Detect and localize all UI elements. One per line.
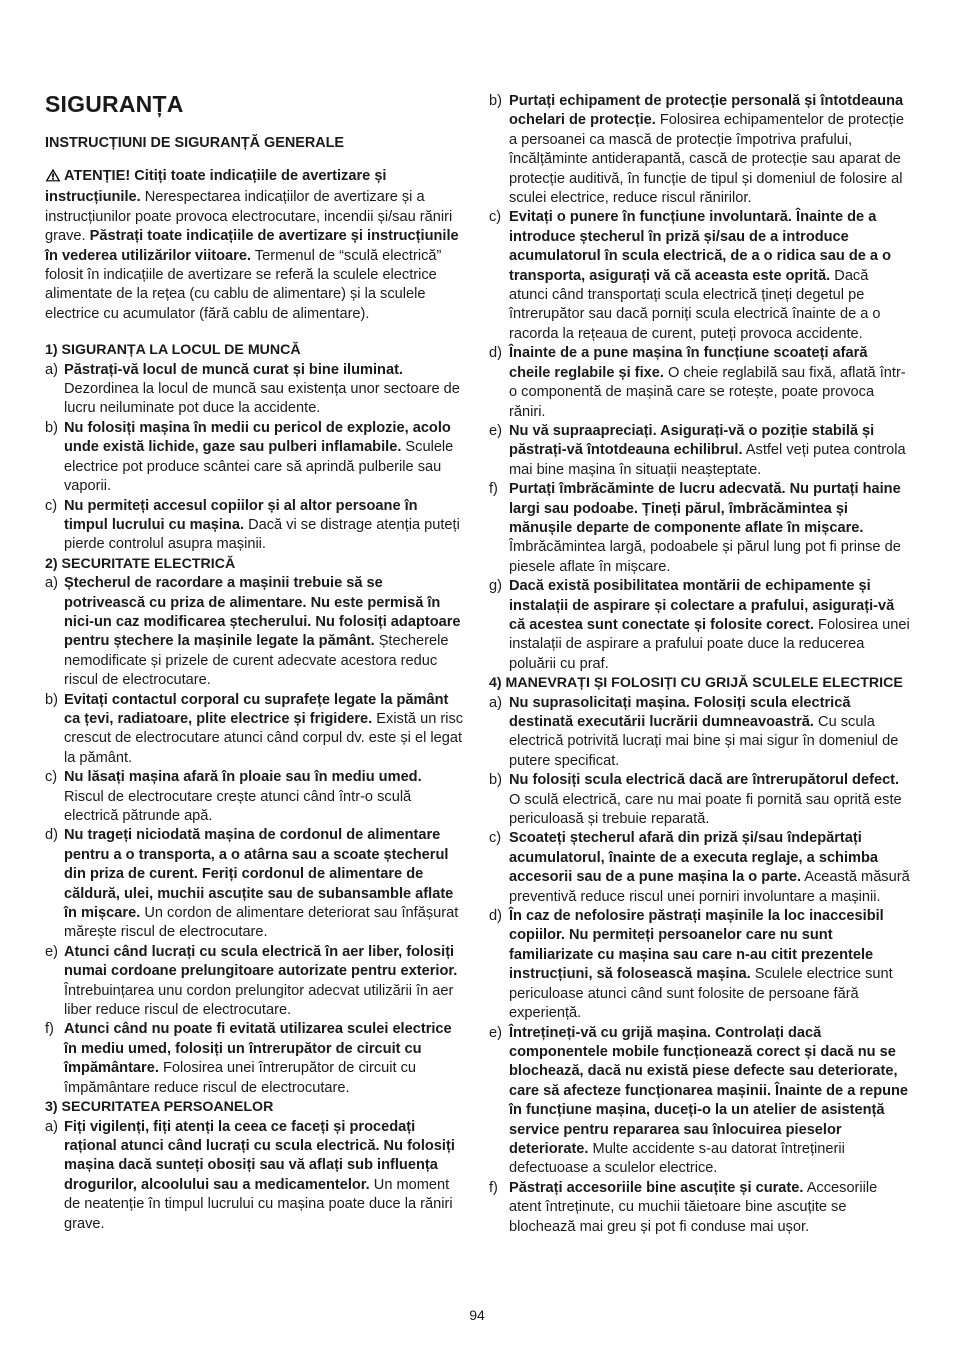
list-item — [45, 574, 465, 690]
list-item — [489, 829, 911, 907]
item-text — [64, 361, 465, 419]
section-heading: 3) SECURITATEA PERSOANELOR — [45, 1099, 274, 1116]
item-bold-text: Atunci când nu poate fi evitată utilizarea sculei electrice în mediu umed, folosiți un întrerupător de circuit cu împământare. — [64, 1021, 452, 1077]
item-label: a) — [45, 575, 58, 592]
list-item — [489, 907, 911, 1023]
page-title: SIGURANȚA — [45, 91, 184, 117]
item-plain-text: Îmbrăcămintea largă, podoabele și părul lung pot fi prinse de piesele aflate în mișcare. — [509, 539, 901, 575]
item-plain-text: Sculele electrice sunt periculoase atunci când sunt folosite de persoane fără experiență. — [509, 966, 893, 1022]
item-bold-text: Purtați echipament de protecție personală și întotdeauna ochelari de protecție. — [509, 93, 904, 129]
item-plain-text: Folosirea unei instalații de aspirare a prafului poate duce la reducerea poluării cu praf. — [509, 616, 910, 672]
item-label: b) — [489, 93, 502, 109]
item-text — [509, 1024, 911, 1179]
item-bold-text: Atunci când lucrați cu scula electrică în aer liber, folosiți numai cordoane prelungitoare autorizate pentru exterior. — [64, 943, 458, 980]
item-plain-text: Multe accidente s-au datorat întreținerii defectuoase a sculelor electrice. — [509, 1140, 845, 1177]
right-column — [489, 92, 911, 1237]
section-subtitle: INSTRUCȚIUNI DE SIGURANȚĂ GENERALE — [45, 135, 345, 151]
warning-paragraph — [45, 167, 465, 324]
warning-triangle-icon — [45, 168, 61, 188]
item-label: b) — [489, 772, 502, 789]
item-text — [64, 419, 465, 497]
item-bold-text: Nu trageți niciodată mașina de cordonul de alimentare pentru a o transporta, a o atârna sau a scoate ștecherul din priza de curent. Feriți cordonul de alimentare de căldură, ulei, muchii ascuțite sau de subansamble aflate în mișcare. — [64, 827, 454, 922]
list-item — [45, 943, 465, 1021]
item-plain-text: Un moment de neatenție în timpul lucrului cu mașina poate duce la răniri grave. — [64, 1176, 453, 1232]
list-item — [489, 344, 911, 422]
item-bold-text: Nu vă supraapreciați. Asigurați-vă o poziție stabilă și păstrați-vă întotdeauna echilibrul. — [509, 422, 875, 459]
item-text — [64, 1020, 465, 1098]
item-text — [64, 574, 465, 690]
item-label: a) — [45, 361, 58, 378]
item-bold-text: Întrețineți-vă cu grijă mașina. Controlați dacă componentele mobile funcționează corect și dacă nu se blochează, dacă nu există piese defecte sau deteriorate, care să afecteze funcționarea mașinii. Înainte de a repune în funcțiune mașina, duceți-o la un atelier de asistență service pentru repararea sau înlocuirea pieselor deteriorate. — [509, 1024, 909, 1157]
warning-bold-1: ATENȚIE! Citiți toate indicațiile de avertizare și instrucțiunile. — [45, 168, 387, 206]
item-text — [509, 480, 911, 577]
section-workplace-safety — [45, 341, 465, 554]
page-number: 94 — [469, 1307, 485, 1323]
item-bold-text: Evitați contactul corporal cu suprafețe legate la pământ ca țevi, radiatoare, plite electrice și frigidere. — [64, 691, 449, 727]
item-plain-text: O sculă electrică, care nu mai poate fi pornită sau oprită este periculoasă și trebuie reparată. — [509, 791, 902, 828]
item-text — [64, 1118, 465, 1234]
warning-bold-2: Păstrați toate indicațiile de avertizare și instrucțiunile în vederea utilizărilor viitoare. — [45, 228, 459, 264]
item-bold-text: Dacă există posibilitatea montării de echipamente și instalații de aspirare și colectare a prafului, asigurați-vă că acestea sunt conectate și folosite corect. — [509, 578, 895, 633]
item-text — [509, 1179, 911, 1237]
item-bold-text: Ștecherul de racordare a mașinii trebuie să se potrivească cu priza de alimentare. Nu este permisă în nici-un caz modificarea ștecherului. Nu folosiți adaptoare pentru ștechere la mașinile legate la pământ. — [64, 575, 461, 650]
item-bold-text: Înainte de a pune mașina în funcțiune scoateți afară cheile reglabile și fixe. — [509, 345, 868, 381]
item-label: d) — [489, 345, 502, 362]
item-plain-text: Astfel veți putea controla mai bine mașina în situații neașteptate. — [509, 442, 906, 478]
item-label: c) — [489, 209, 502, 226]
item-label: d) — [45, 827, 58, 844]
list-item — [45, 497, 465, 555]
item-plain-text: Întrebuințarea unu cordon prelungitor adecvat utilizării în aer liber reduce riscul de electrocutare. — [64, 982, 454, 1019]
list-item — [45, 1020, 465, 1098]
item-text — [64, 768, 465, 826]
item-plain-text: Sculele electrice pot produce scântei care să aprindă pulberile sau vaporii. — [64, 439, 454, 495]
item-bold-text: Purtați îmbrăcăminte de lucru adecvată. Nu purtați haine largi sau podoabe. Țineți părul, îmbrăcămintea și mănușile departe de componente aflate în mișcare. — [509, 481, 901, 536]
item-text — [509, 208, 911, 344]
item-text — [509, 92, 911, 208]
item-text — [64, 691, 465, 769]
list-item — [489, 480, 911, 577]
list-item — [45, 691, 465, 769]
item-plain-text: Există un risc crescut de electrocutare atunci când corpul dv. este și el legat la pământ. — [64, 710, 464, 766]
item-bold-text: Nu folosiți mașina în medii cu pericol de explozie, acolo unde există lichide, gaze sau pulberi inflamabile. — [64, 419, 451, 456]
item-text — [64, 943, 465, 1021]
item-label: f) — [45, 1021, 54, 1038]
list-item — [489, 1179, 911, 1237]
item-bold-text: Scoateți ștecherul afară din priză și/sau îndepărtați acumulatorul, înainte de a executa reglaje, a schimba accesorii sau de a pune mașina la o parte. — [509, 830, 879, 886]
item-bold-text: Nu suprasolicitați mașina. Folosiți scula electrică destinată executării lucrării dumneavoastră. — [509, 694, 851, 730]
item-bold-text: Nu lăsați mașina afară în ploaie sau în mediu umed. — [64, 769, 422, 786]
item-label: g) — [489, 578, 502, 595]
section-tool-use-care — [489, 674, 911, 1237]
item-plain-text: Un cordon de alimentare deteriorat sau înfășurat mărește riscul de electrocutare. — [64, 905, 459, 941]
warning-text-2: Termenul de “sculă electrică” folosit în indicațiile de avertizare se referă la sculele electrice alimentate de la rețea (cu cablu de alimentare) și la sculele electrice cu acumulator (fără cablu de alimentare). — [45, 247, 442, 322]
item-label: b) — [45, 419, 58, 436]
list-item — [489, 92, 911, 208]
item-bold-text: Evitați o punere în funcțiune involuntară. Înainte de a introduce ștecherul în priză și/sau de a introduce acumulatorul în scula electrică, de a o ridica sau de a o transporta, asigurați vă că aceasta este oprită. — [509, 209, 892, 284]
item-label: e) — [45, 943, 58, 960]
item-text — [509, 344, 911, 422]
list-item — [489, 208, 911, 344]
section-heading: 1) SIGURANȚA LA LOCUL DE MUNCĂ — [45, 342, 301, 359]
item-plain-text: Folosirea echipamentelor de protecție a persoanei ca mască de protecție împotriva prafului, încălțăminte antiderapantă, cască de protecție sau aparat de protecție auditivă, în funcție de tipul și domeniul de folosire al sculei electrice, reduce riscul rănirilor. — [509, 112, 905, 207]
item-text — [64, 826, 465, 942]
list-item — [489, 577, 911, 674]
warning-text-1: Nerespectarea indicațiilor de avertizare și a instrucțiunilor poate provoca electrocutare, incendii și/sau răniri grave. — [45, 189, 453, 245]
item-bold-text: Păstrați accesoriile bine ascuțite și curate. — [509, 1179, 804, 1196]
item-plain-text: O cheie reglabilă sau fixă, aflată într-o componentă de mașină care se rotește, poate provoca răniri. — [509, 364, 906, 420]
item-label: e) — [489, 422, 502, 439]
item-plain-text: Cu scula electrică potrivită lucrați mai bine și mai sigur în domeniul de putere specificat. — [509, 714, 899, 769]
item-plain-text: Dacă atunci când transportați scula electrică țineți degetul pe întrerupător sau dacă porniți scula electrică înainte de a o racorda la rețeaua de curent, puteți provoca accidente. — [509, 267, 881, 342]
item-plain-text: Folosirea unei întrerupător de circuit cu împământare reduce riscul de electrocutare. — [64, 1060, 417, 1096]
item-label: e) — [489, 1024, 502, 1041]
section-personal-safety-part1 — [45, 1098, 465, 1234]
item-text — [509, 907, 911, 1023]
list-item — [489, 422, 911, 480]
list-item — [45, 419, 465, 497]
item-text — [509, 422, 911, 480]
list-item — [45, 826, 465, 942]
item-text — [509, 577, 911, 674]
item-bold-text: Fiți vigilenți, fiți atenți la ceea ce faceți și procedați rațional atunci când lucrați cu scula electrică. Nu folosiți mașina dacă sunteți obosiți sau vă aflați sub influența drogurilor, alcoolului sau a medicamentelor. — [64, 1118, 455, 1193]
section-personal-safety-part2 — [489, 92, 911, 674]
section-heading: 2) SECURITATE ELECTRICĂ — [45, 555, 236, 572]
list-item — [45, 768, 465, 826]
item-bold-text: Păstrați-vă locul de muncă curat și bine iluminat. — [64, 361, 403, 378]
left-column — [45, 167, 465, 1234]
item-label: a) — [45, 1118, 58, 1135]
item-plain-text: Această măsură preventivă reduce riscul unei porniri involuntare a mașinii. — [509, 869, 910, 905]
item-bold-text: Nu folosiți scula electrică dacă are întrerupătorul defect. — [509, 772, 900, 789]
item-bold-text: Nu permiteți accesul copiilor și al altor persoane în timpul lucrului cu mașina. — [64, 497, 418, 533]
item-label: c) — [489, 830, 502, 847]
section-heading: 4) MANEVRAȚI ȘI FOLOSIȚI CU GRIJĂ SCULELE ELECTRICE — [489, 675, 903, 692]
list-item — [489, 1024, 911, 1179]
list-item — [45, 1118, 465, 1234]
item-plain-text: Accesoriile atent întreținute, cu muchii tăietoare bine ascuțite se blochează mai greu și pot fi conduse mai ușor. — [509, 1179, 878, 1235]
section-electrical-safety — [45, 555, 465, 1098]
item-text — [509, 829, 911, 907]
item-text — [509, 694, 911, 772]
item-label: c) — [45, 497, 58, 514]
list-item — [45, 361, 465, 419]
item-plain-text: Dacă vi se distrage atenția puteți pierde controlul asupra mașinii. — [64, 516, 460, 553]
item-plain-text: Dezordinea la locul de muncă sau existența unor sectoare de lucru neiluminate pot duce la accidente. — [64, 381, 460, 417]
item-text — [64, 497, 465, 555]
item-bold-text: În caz de nefolosire păstrați mașinile la loc inaccesibil copiilor. Nu permiteți persoanelor care nu sunt familiarizate cu mașina sau care n-au citit prezentele instrucțiuni, să folosească mașina. — [509, 908, 884, 983]
item-label: b) — [45, 691, 58, 708]
list-item — [489, 771, 911, 829]
item-label: d) — [489, 908, 502, 925]
item-text — [509, 771, 911, 829]
item-label: f) — [489, 1179, 498, 1196]
item-label: c) — [45, 769, 58, 786]
list-item — [489, 694, 911, 772]
item-label: a) — [489, 694, 502, 711]
item-plain-text: Ștecherele nemodificate și prizele de curent adecvate acestora reduc riscul de electrocutare. — [64, 633, 449, 689]
item-label: f) — [489, 481, 498, 498]
item-plain-text: Riscul de electrocutare crește atunci când într-o sculă electrică pătrunde apă. — [64, 788, 412, 824]
